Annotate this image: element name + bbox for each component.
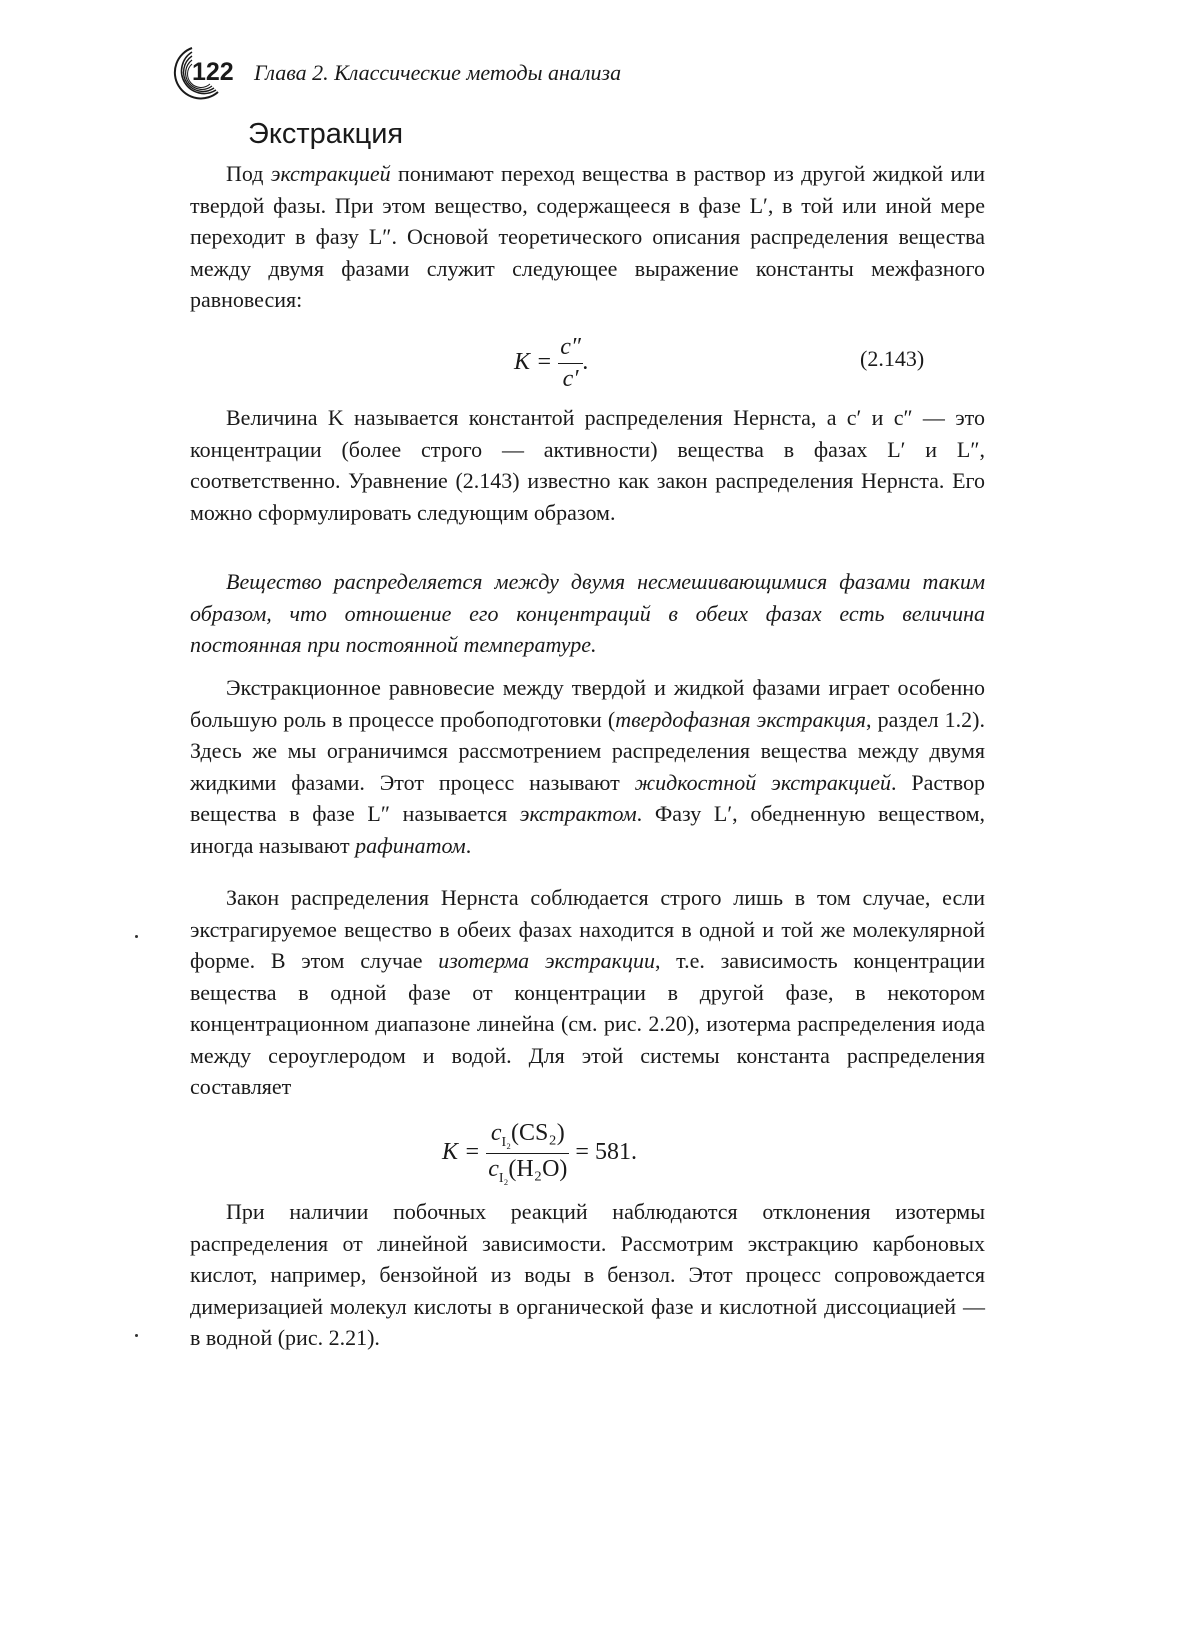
page-number: 122	[192, 58, 234, 86]
scan-speck	[135, 935, 138, 938]
paragraph-intro: Под экстракцией понимают переход вещества в раствор из другой жидкой или твердой фазы. При этом вещество, содержащееся в фазе L′, в той или иной мере переходит в фазу L″. Основой теоретического описания распределения вещества между двумя фазами служит следующее выражение константы межфазного равновесия:	[190, 161, 985, 312]
paragraph-nernst: Величина K называется константой распределения Нернста, а c′ и c″ — это концентрации (более строго — активности) вещества в фазах L′ и L″, соответственно. Уравнение (2.143) известно как закон распределения Нернста. Его можно сформулировать следующим образом.	[190, 405, 985, 525]
equation-iodine-distribution: K = $\frac{c_{I_2}(CS_2)}{c_{I_2}(H_2O)}$ = 581.	[442, 1120, 637, 1186]
term-raffinate: рафинатом	[355, 832, 466, 858]
fraction: $\frac{c''}{c'}$	[560, 334, 581, 392]
term-solid-phase-extraction: твердофазная экстракция	[615, 706, 867, 732]
equation-number: (2.143)	[860, 346, 925, 371]
page-header	[162, 44, 982, 100]
section-title: Экстракция	[248, 118, 404, 150]
equation-2-143: K = $\frac{c''}{c'}$ .	[514, 334, 589, 392]
scan-speck	[135, 1334, 138, 1337]
paragraph-isotherm: Закон распределения Нернста соблюдается строго лишь в том случае, если экстрагируемое вещество в обеих фазах находится в одной и той же молекулярной форме. В этом случае изотерма экстракции, т.е. зависимость концентрации вещества в одной фазе от концентрации в другой фазе, в некотором концентрационном диапазоне линейна (см. рис. 2.20), изотерма распределения иода между сероуглеродом и водой. Для этой системы константа распределения составляет	[190, 885, 985, 1099]
running-head: Глава 2. Классические методы анализа	[254, 60, 622, 85]
nernst-law-statement: Вещество распределяется между двумя несмешивающимися фазами таким образом, что отношение его концентраций в обеих фазах есть величина постоянная при постоянной температуре.	[190, 569, 985, 657]
term-extraction: экстракцией	[270, 161, 391, 186]
paragraph-liquid-extraction: Экстракционное равновесие между твердой и жидкой фазами играет особенно большую роль в процессе пробоподготовки (твердофазная экстракция, раздел 1.2). Здесь же мы ограничимся рассмотрением распределения вещества между двумя жидкими фазами. Этот процесс называют жидкостной экстракцией. Раствор вещества в фазе L″ называется экстрактом. Фазу L′, обедненную веществом, иногда называют рафинатом.	[190, 675, 986, 858]
fraction: $\frac{c_{I_2}(CS_2)}{c_{I_2}(H_2O)}$	[488, 1120, 568, 1186]
term-liquid-extraction: жидкостной экстракцией	[634, 769, 891, 795]
paragraph-side-reactions: При наличии побочных реакций наблюдаются отклонения изотермы распределения от линейной зависимости. Рассмотрим экстракцию карбоновых кислот, например, бензойной из воды в бензол. Этот процесс сопровождается димеризацией молекул кислоты в органической фазе и кислотной диссоциацией — в водной (рис. 2.21).	[190, 1199, 985, 1350]
term-extraction-isotherm: изотерма экстракции	[438, 948, 655, 973]
term-extract: экстрактом	[519, 801, 637, 826]
